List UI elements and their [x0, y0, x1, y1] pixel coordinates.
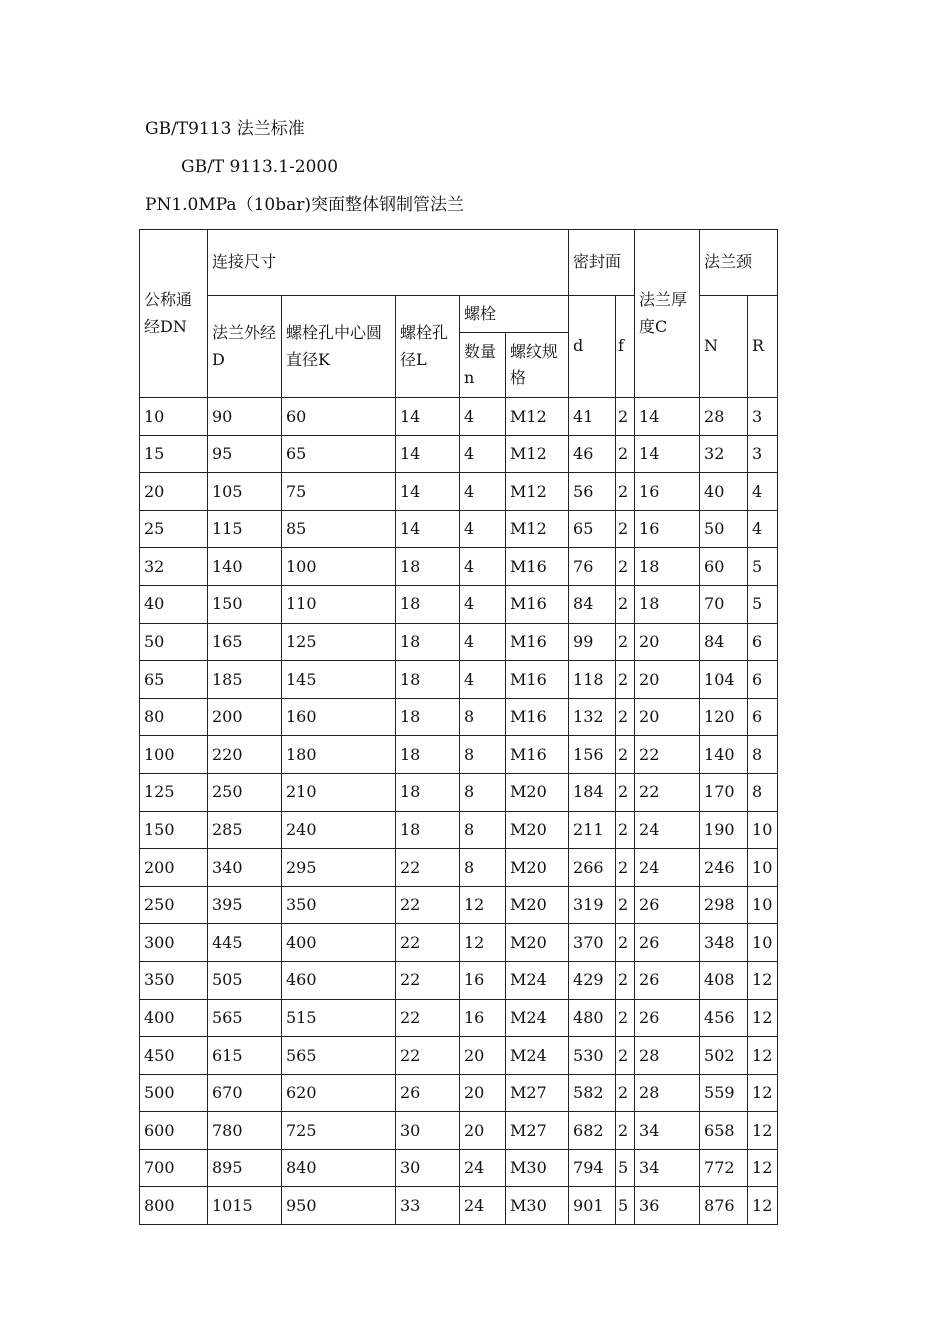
cell-r: 10	[748, 811, 778, 849]
cell-outer-diameter: 285	[208, 811, 282, 849]
cell-thread: M16	[506, 585, 569, 623]
table-row	[140, 585, 778, 623]
table-row	[140, 548, 778, 586]
cell-thickness: 20	[635, 623, 700, 661]
cell-r: 12	[748, 1187, 778, 1225]
cell-r: 10	[748, 886, 778, 924]
table-row	[140, 661, 778, 699]
cell-bolt-circle: 125	[282, 623, 396, 661]
cell-d: 682	[569, 1112, 616, 1150]
cell-dn: 50	[140, 623, 208, 661]
cell-r: 10	[748, 849, 778, 887]
cell-d: 76	[569, 548, 616, 586]
cell-bolt-qty: 16	[460, 999, 506, 1037]
table-row	[140, 435, 778, 473]
cell-n: 28	[700, 398, 748, 436]
cell-d: 480	[569, 999, 616, 1037]
cell-bolt-circle: 565	[282, 1037, 396, 1075]
cell-f: 2	[616, 1112, 635, 1150]
cell-bolt-qty: 12	[460, 924, 506, 962]
cell-f: 2	[616, 1037, 635, 1075]
cell-bolt-hole: 26	[396, 1074, 460, 1112]
cell-bolt-circle: 145	[282, 661, 396, 699]
cell-thread: M30	[506, 1149, 569, 1187]
cell-bolt-qty: 4	[460, 473, 506, 511]
cell-bolt-qty: 8	[460, 849, 506, 887]
table-row	[140, 924, 778, 962]
table-row	[140, 398, 778, 436]
cell-thickness: 22	[635, 773, 700, 811]
cell-bolt-circle: 100	[282, 548, 396, 586]
cell-d: 99	[569, 623, 616, 661]
cell-outer-diameter: 250	[208, 773, 282, 811]
cell-f: 2	[616, 585, 635, 623]
cell-f: 2	[616, 849, 635, 887]
cell-f: 2	[616, 661, 635, 699]
cell-thickness: 28	[635, 1037, 700, 1075]
table-row	[140, 736, 778, 774]
cell-thread: M12	[506, 398, 569, 436]
table-row	[140, 1074, 778, 1112]
cell-thread: M20	[506, 773, 569, 811]
cell-bolt-qty: 4	[460, 510, 506, 548]
cell-r: 12	[748, 961, 778, 999]
cell-thread: M20	[506, 924, 569, 962]
cell-d: 211	[569, 811, 616, 849]
cell-d: 429	[569, 961, 616, 999]
cell-bolt-circle: 60	[282, 398, 396, 436]
table-subtitle: PN1.0MPa（10bar)突面整体钢制管法兰	[145, 195, 464, 215]
cell-bolt-qty: 24	[460, 1187, 506, 1225]
cell-bolt-qty: 16	[460, 961, 506, 999]
table-row	[140, 698, 778, 736]
cell-bolt-circle: 515	[282, 999, 396, 1037]
cell-r: 6	[748, 698, 778, 736]
cell-thickness: 18	[635, 585, 700, 623]
cell-n: 298	[700, 886, 748, 924]
cell-bolt-hole: 30	[396, 1112, 460, 1150]
standard-number: GB/T 9113.1-2000	[181, 157, 339, 177]
table-row	[140, 773, 778, 811]
cell-dn: 100	[140, 736, 208, 774]
cell-bolt-qty: 4	[460, 398, 506, 436]
flange-spec-table	[139, 229, 778, 1225]
cell-thickness: 26	[635, 961, 700, 999]
cell-bolt-hole: 22	[396, 999, 460, 1037]
cell-dn: 10	[140, 398, 208, 436]
cell-d: 65	[569, 510, 616, 548]
cell-n: 246	[700, 849, 748, 887]
header-sealing-face: 密封面	[569, 230, 635, 296]
cell-thickness: 26	[635, 924, 700, 962]
cell-bolt-qty: 8	[460, 736, 506, 774]
cell-dn: 250	[140, 886, 208, 924]
cell-d: 184	[569, 773, 616, 811]
cell-bolt-circle: 620	[282, 1074, 396, 1112]
cell-thread: M20	[506, 886, 569, 924]
cell-bolt-hole: 18	[396, 548, 460, 586]
cell-d: 46	[569, 435, 616, 473]
cell-d: 266	[569, 849, 616, 887]
header-d: d	[569, 296, 616, 398]
header-f: f	[616, 296, 635, 398]
cell-bolt-circle: 85	[282, 510, 396, 548]
cell-thread: M20	[506, 811, 569, 849]
cell-f: 2	[616, 510, 635, 548]
cell-thread: M16	[506, 736, 569, 774]
cell-thread: M27	[506, 1112, 569, 1150]
cell-thickness: 26	[635, 999, 700, 1037]
cell-thickness: 22	[635, 736, 700, 774]
cell-f: 2	[616, 398, 635, 436]
header-bolt-quantity: 数量n	[460, 333, 506, 398]
cell-r: 8	[748, 736, 778, 774]
cell-thickness: 14	[635, 398, 700, 436]
cell-thread: M12	[506, 473, 569, 511]
cell-outer-diameter: 670	[208, 1074, 282, 1112]
cell-d: 41	[569, 398, 616, 436]
cell-outer-diameter: 220	[208, 736, 282, 774]
table-row	[140, 811, 778, 849]
cell-bolt-hole: 14	[396, 435, 460, 473]
cell-r: 12	[748, 1074, 778, 1112]
cell-n: 408	[700, 961, 748, 999]
cell-outer-diameter: 615	[208, 1037, 282, 1075]
cell-f: 2	[616, 1074, 635, 1112]
cell-dn: 450	[140, 1037, 208, 1075]
cell-bolt-circle: 400	[282, 924, 396, 962]
cell-bolt-qty: 4	[460, 661, 506, 699]
cell-d: 156	[569, 736, 616, 774]
cell-bolt-qty: 20	[460, 1037, 506, 1075]
cell-bolt-circle: 210	[282, 773, 396, 811]
cell-bolt-circle: 240	[282, 811, 396, 849]
cell-outer-diameter: 895	[208, 1149, 282, 1187]
cell-bolt-hole: 30	[396, 1149, 460, 1187]
cell-thickness: 26	[635, 886, 700, 924]
cell-thread: M12	[506, 435, 569, 473]
cell-f: 2	[616, 736, 635, 774]
cell-thread: M12	[506, 510, 569, 548]
cell-n: 772	[700, 1149, 748, 1187]
cell-n: 348	[700, 924, 748, 962]
cell-n: 120	[700, 698, 748, 736]
cell-thread: M24	[506, 961, 569, 999]
cell-bolt-hole: 22	[396, 924, 460, 962]
cell-thread: M16	[506, 623, 569, 661]
cell-dn: 32	[140, 548, 208, 586]
cell-r: 8	[748, 773, 778, 811]
cell-bolt-qty: 8	[460, 811, 506, 849]
cell-f: 2	[616, 435, 635, 473]
cell-d: 84	[569, 585, 616, 623]
header-outer-diameter: 法兰外经D	[208, 296, 282, 398]
cell-n: 40	[700, 473, 748, 511]
cell-bolt-circle: 160	[282, 698, 396, 736]
cell-bolt-qty: 8	[460, 773, 506, 811]
cell-f: 2	[616, 698, 635, 736]
cell-bolt-circle: 295	[282, 849, 396, 887]
cell-bolt-hole: 22	[396, 886, 460, 924]
header-connection-dimensions: 连接尺寸	[208, 230, 569, 296]
table-body	[140, 398, 778, 1225]
cell-outer-diameter: 115	[208, 510, 282, 548]
cell-n: 50	[700, 510, 748, 548]
cell-bolt-hole: 18	[396, 623, 460, 661]
cell-n: 190	[700, 811, 748, 849]
cell-outer-diameter: 1015	[208, 1187, 282, 1225]
table-header	[140, 230, 778, 398]
cell-n: 876	[700, 1187, 748, 1225]
cell-bolt-hole: 22	[396, 961, 460, 999]
cell-r: 4	[748, 473, 778, 511]
cell-thread: M16	[506, 548, 569, 586]
cell-dn: 80	[140, 698, 208, 736]
cell-dn: 15	[140, 435, 208, 473]
cell-bolt-circle: 65	[282, 435, 396, 473]
cell-bolt-qty: 24	[460, 1149, 506, 1187]
header-flange-thickness: 法兰厚度C	[635, 230, 700, 398]
table-row	[140, 510, 778, 548]
table-row	[140, 999, 778, 1037]
cell-outer-diameter: 95	[208, 435, 282, 473]
cell-dn: 800	[140, 1187, 208, 1225]
table-row	[140, 961, 778, 999]
cell-n: 658	[700, 1112, 748, 1150]
cell-dn: 65	[140, 661, 208, 699]
cell-outer-diameter: 395	[208, 886, 282, 924]
cell-n: 456	[700, 999, 748, 1037]
cell-bolt-hole: 18	[396, 698, 460, 736]
table-row	[140, 473, 778, 511]
cell-bolt-circle: 725	[282, 1112, 396, 1150]
header-nominal-diameter: 公称通经DN	[140, 230, 208, 398]
cell-dn: 125	[140, 773, 208, 811]
cell-r: 4	[748, 510, 778, 548]
cell-bolt-circle: 350	[282, 886, 396, 924]
cell-thickness: 24	[635, 811, 700, 849]
cell-bolt-hole: 14	[396, 510, 460, 548]
cell-thickness: 36	[635, 1187, 700, 1225]
cell-thread: M24	[506, 999, 569, 1037]
header-flange-neck: 法兰颈	[700, 230, 778, 296]
cell-r: 5	[748, 548, 778, 586]
cell-bolt-circle: 75	[282, 473, 396, 511]
cell-bolt-hole: 22	[396, 1037, 460, 1075]
cell-dn: 200	[140, 849, 208, 887]
cell-outer-diameter: 165	[208, 623, 282, 661]
cell-bolt-qty: 4	[460, 548, 506, 586]
cell-bolt-qty: 4	[460, 585, 506, 623]
cell-bolt-hole: 18	[396, 585, 460, 623]
header-bolt: 螺栓	[460, 296, 569, 333]
cell-f: 5	[616, 1149, 635, 1187]
cell-thread: M27	[506, 1074, 569, 1112]
cell-f: 2	[616, 961, 635, 999]
cell-d: 901	[569, 1187, 616, 1225]
cell-bolt-circle: 110	[282, 585, 396, 623]
cell-outer-diameter: 185	[208, 661, 282, 699]
cell-outer-diameter: 150	[208, 585, 282, 623]
cell-bolt-qty: 4	[460, 435, 506, 473]
cell-n: 104	[700, 661, 748, 699]
cell-outer-diameter: 445	[208, 924, 282, 962]
cell-d: 56	[569, 473, 616, 511]
cell-n: 559	[700, 1074, 748, 1112]
cell-r: 12	[748, 999, 778, 1037]
cell-outer-diameter: 90	[208, 398, 282, 436]
cell-dn: 350	[140, 961, 208, 999]
table-row	[140, 1187, 778, 1225]
cell-r: 3	[748, 435, 778, 473]
cell-f: 2	[616, 886, 635, 924]
cell-dn: 400	[140, 999, 208, 1037]
cell-d: 132	[569, 698, 616, 736]
cell-thread: M30	[506, 1187, 569, 1225]
cell-r: 6	[748, 623, 778, 661]
cell-dn: 40	[140, 585, 208, 623]
cell-r: 10	[748, 924, 778, 962]
cell-bolt-hole: 22	[396, 849, 460, 887]
cell-d: 370	[569, 924, 616, 962]
cell-r: 5	[748, 585, 778, 623]
table-row	[140, 886, 778, 924]
cell-thickness: 16	[635, 473, 700, 511]
cell-f: 2	[616, 924, 635, 962]
cell-dn: 300	[140, 924, 208, 962]
cell-n: 170	[700, 773, 748, 811]
cell-f: 2	[616, 548, 635, 586]
cell-outer-diameter: 340	[208, 849, 282, 887]
cell-outer-diameter: 505	[208, 961, 282, 999]
cell-bolt-qty: 8	[460, 698, 506, 736]
cell-dn: 500	[140, 1074, 208, 1112]
cell-outer-diameter: 200	[208, 698, 282, 736]
cell-thickness: 24	[635, 849, 700, 887]
cell-outer-diameter: 780	[208, 1112, 282, 1150]
cell-d: 794	[569, 1149, 616, 1187]
cell-bolt-circle: 840	[282, 1149, 396, 1187]
cell-thickness: 34	[635, 1112, 700, 1150]
cell-r: 12	[748, 1112, 778, 1150]
cell-bolt-qty: 20	[460, 1112, 506, 1150]
cell-f: 2	[616, 999, 635, 1037]
cell-n: 140	[700, 736, 748, 774]
cell-f: 5	[616, 1187, 635, 1225]
cell-thickness: 16	[635, 510, 700, 548]
cell-outer-diameter: 565	[208, 999, 282, 1037]
cell-f: 2	[616, 473, 635, 511]
cell-bolt-hole: 18	[396, 661, 460, 699]
cell-dn: 600	[140, 1112, 208, 1150]
cell-bolt-circle: 950	[282, 1187, 396, 1225]
cell-n: 84	[700, 623, 748, 661]
cell-bolt-hole: 18	[396, 811, 460, 849]
cell-outer-diameter: 105	[208, 473, 282, 511]
cell-bolt-hole: 14	[396, 473, 460, 511]
cell-thickness: 18	[635, 548, 700, 586]
cell-bolt-qty: 4	[460, 623, 506, 661]
cell-dn: 25	[140, 510, 208, 548]
cell-thread: M20	[506, 849, 569, 887]
header-thread-spec: 螺纹规格	[506, 333, 569, 398]
cell-f: 2	[616, 773, 635, 811]
cell-bolt-hole: 33	[396, 1187, 460, 1225]
header-n: N	[700, 296, 748, 398]
cell-bolt-circle: 460	[282, 961, 396, 999]
table-row	[140, 1149, 778, 1187]
cell-d: 319	[569, 886, 616, 924]
cell-thickness: 28	[635, 1074, 700, 1112]
cell-dn: 700	[140, 1149, 208, 1187]
cell-f: 2	[616, 811, 635, 849]
cell-thread: M16	[506, 661, 569, 699]
cell-bolt-qty: 12	[460, 886, 506, 924]
cell-bolt-hole: 18	[396, 736, 460, 774]
cell-n: 502	[700, 1037, 748, 1075]
cell-n: 32	[700, 435, 748, 473]
table-row	[140, 1037, 778, 1075]
cell-thickness: 20	[635, 698, 700, 736]
cell-thickness: 20	[635, 661, 700, 699]
cell-thread: M24	[506, 1037, 569, 1075]
cell-d: 118	[569, 661, 616, 699]
cell-r: 12	[748, 1037, 778, 1075]
cell-d: 530	[569, 1037, 616, 1075]
header-bolt-hole-diameter: 螺栓孔径L	[396, 296, 460, 398]
cell-r: 3	[748, 398, 778, 436]
cell-bolt-qty: 20	[460, 1074, 506, 1112]
cell-bolt-circle: 180	[282, 736, 396, 774]
header-r: R	[748, 296, 778, 398]
cell-n: 60	[700, 548, 748, 586]
cell-r: 12	[748, 1149, 778, 1187]
cell-thread: M16	[506, 698, 569, 736]
table-row	[140, 1112, 778, 1150]
cell-bolt-hole: 18	[396, 773, 460, 811]
cell-n: 70	[700, 585, 748, 623]
document-title: GB/T9113 法兰标准	[145, 119, 305, 139]
cell-r: 6	[748, 661, 778, 699]
cell-d: 582	[569, 1074, 616, 1112]
cell-dn: 150	[140, 811, 208, 849]
cell-outer-diameter: 140	[208, 548, 282, 586]
cell-bolt-hole: 14	[396, 398, 460, 436]
cell-thickness: 14	[635, 435, 700, 473]
cell-dn: 20	[140, 473, 208, 511]
header-bolt-circle-diameter: 螺栓孔中心圆直径K	[282, 296, 396, 398]
table-row	[140, 849, 778, 887]
table-row	[140, 623, 778, 661]
cell-thickness: 34	[635, 1149, 700, 1187]
cell-f: 2	[616, 623, 635, 661]
